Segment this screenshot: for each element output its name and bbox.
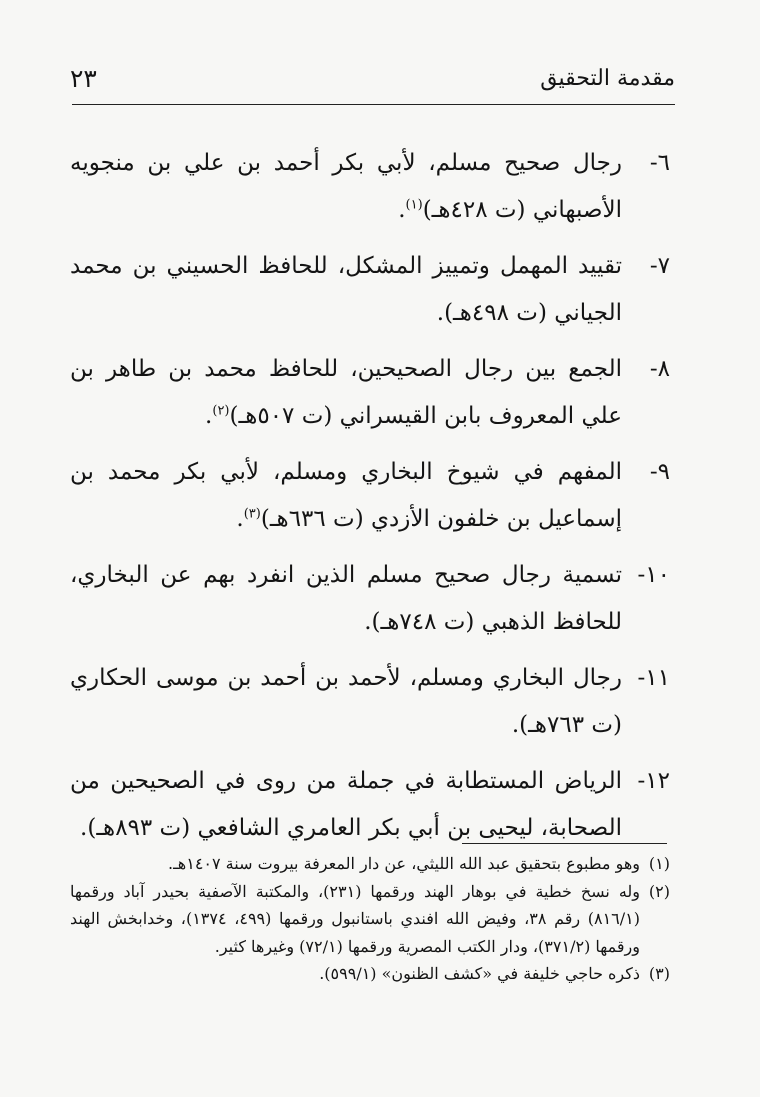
entry-text: رجال البخاري ومسلم، لأحمد بن أحمد بن موسى الحكاري (ت ٧٦٣هـ). (70, 665, 622, 738)
entry-text: المفهم في شيوخ البخاري ومسلم، لأبي بكر محمد بن إسماعيل بن خلفون الأزدي (ت ٦٣٦هـ)$^{(٣)}$. (70, 459, 622, 532)
footnote-text: وهو مطبوع بتحقيق عبد الله الليثي، عن دار المعرفة بيروت سنة ١٤٠٧هـ. (168, 854, 640, 873)
entry-text: تقييد المهمل وتمييز المشكل، للحافظ الحسيني بن محمد الجياني (ت ٤٩٨هـ). (70, 253, 622, 326)
footnote-text: ذكره حاجي خليفة في «كشف الظنون» (٥٩٩/١). (319, 964, 640, 983)
footnote-number: (١) (648, 854, 670, 873)
footnotes (70, 850, 670, 988)
footnote-number: (٢) (648, 881, 670, 901)
entry-text: الجمع بين رجال الصحيحين، للحافظ محمد بن طاهر بن علي المعروف بابن القيسراني (ت ٥٠٧هـ)$^{(٢)}$. (70, 356, 622, 429)
list-item (70, 758, 670, 852)
footnote-ref[interactable]: (٣) (243, 506, 261, 522)
entry-list (70, 140, 670, 861)
header-rule (72, 104, 675, 105)
list-item (70, 449, 670, 543)
entry-text: رجال صحيح مسلم، لأبي بكر أحمد بن علي بن منجويه الأصبهاني (ت ٤٢٨هـ)$^{(١)}$. (70, 150, 622, 223)
entry-number: ٦- (649, 150, 670, 176)
list-item (70, 346, 670, 440)
entry-number: ٩- (649, 459, 670, 485)
list-item (70, 655, 670, 749)
footnote-ref[interactable]: (١) (405, 197, 423, 213)
entry-text: تسمية رجال صحيح مسلم الذين انفرد بهم عن البخاري، للحافظ الذهبي (ت ٧٤٨هـ). (70, 562, 622, 635)
running-title: مقدمة التحقيق (540, 65, 675, 91)
entry-number: ١٢- (637, 768, 670, 794)
list-item (70, 243, 670, 337)
footnote-number: (٣) (648, 964, 670, 983)
footnote-text: وله نسخ خطية في بوهار الهند ورقمها (٢٣١)، والمكتبة الآصفية بحيدر آباد ورقمها (٨١٦/١) رقم ٣٨، وفيض الله افندي باستانبول ورقمها (٤٩٩، ١٣٧٤)، وخدابخش الهند ورقمها (٣٧١/٢)، ودار الكتب المصرية ورقمها (٧٢/١) وغيرها كثير. (70, 881, 641, 956)
entry-number: ٧- (649, 253, 670, 279)
entry-text: الرياض المستطابة في جملة من روى في الصحيحين من الصحابة، ليحيى بن أبي بكر العامري الشافعي (ت ٨٩٣هـ). (70, 768, 622, 841)
list-item (70, 552, 670, 646)
page-header (70, 58, 675, 98)
entry-number: ١٠- (637, 562, 670, 588)
footnote-rule (462, 843, 667, 844)
footnote (70, 878, 670, 961)
entry-number: ١١- (637, 665, 670, 691)
page-number: ٢٣ (70, 63, 97, 93)
list-item (70, 140, 670, 234)
footnote (70, 960, 670, 988)
footnote (70, 850, 670, 878)
entry-number: ٨- (649, 356, 670, 382)
footnote-ref[interactable]: (٢) (212, 403, 230, 419)
